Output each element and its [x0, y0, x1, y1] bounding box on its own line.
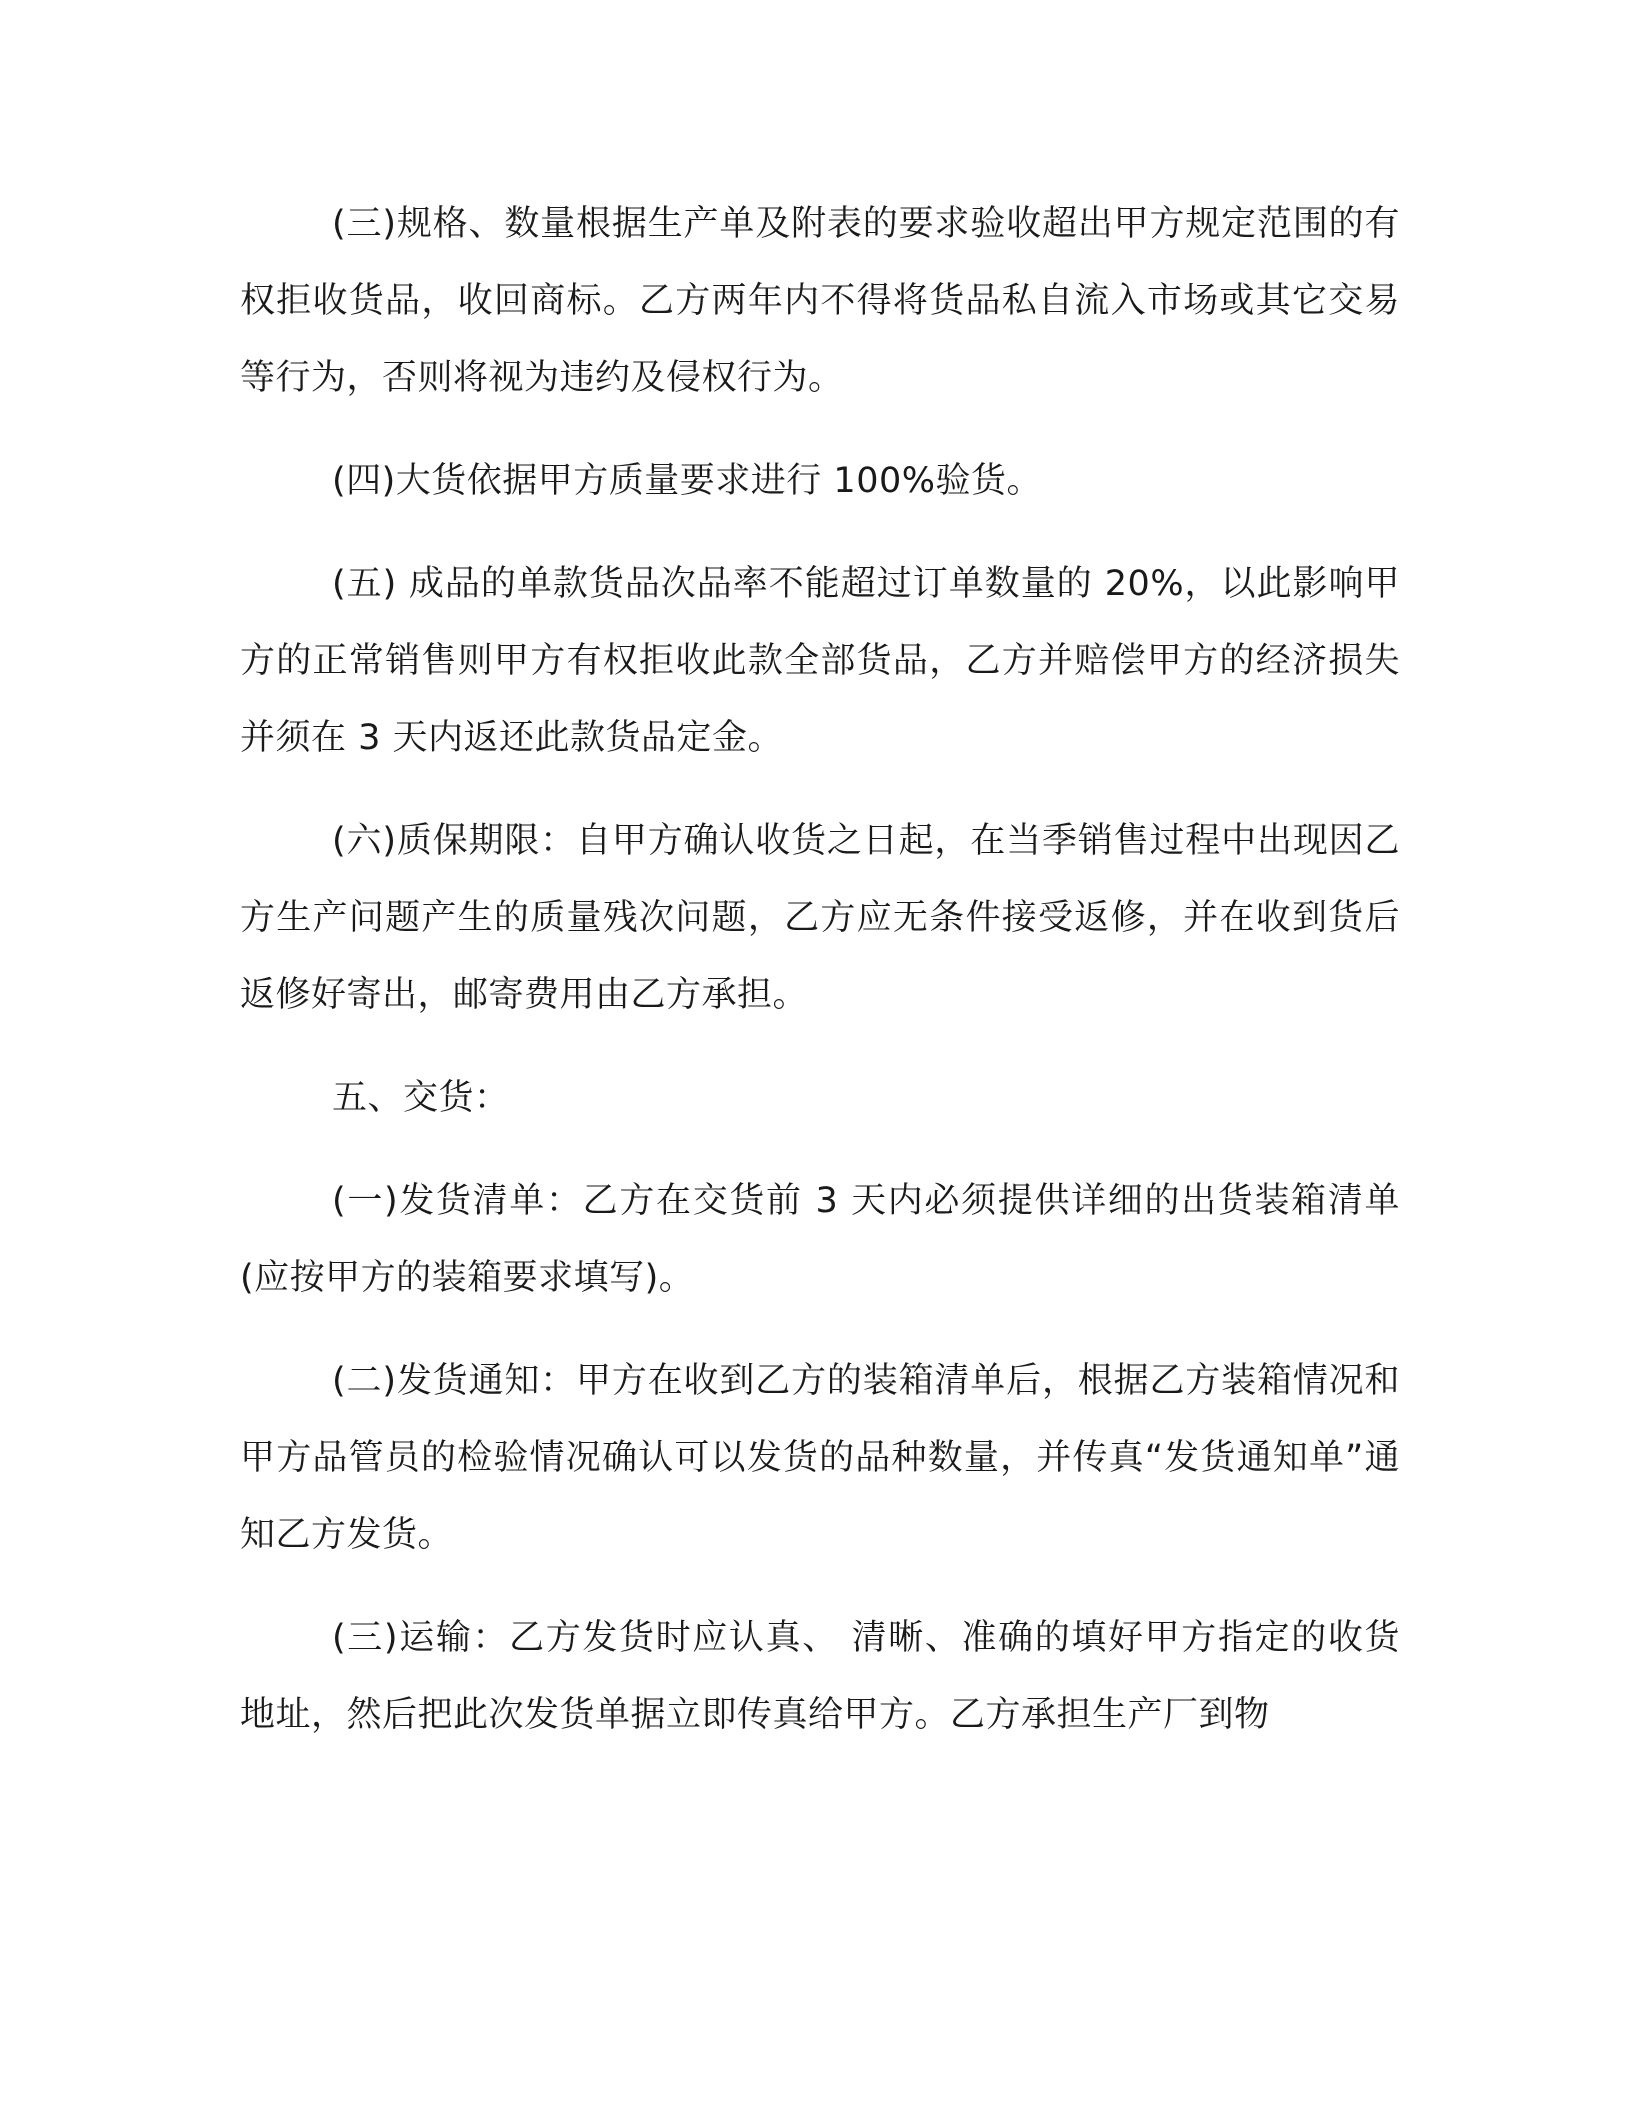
paragraph-bulk-inspection: (四)大货依据甲方质量要求进行 100%验货。 [332, 461, 1042, 501]
paragraph-inspection-spec: (三)规格、数量根据生产单及附表的要求验收超出甲方规定范围的有权拒收货品，收回商标。乙方两年内不得将货品私自流入市场或其它交易等行为，否则将视为违约及侵权行为。 [240, 204, 1400, 398]
section-heading-delivery: 五、交货： [332, 1078, 510, 1118]
paragraph-shipping-list: (一)发货清单：乙方在交货前 3 天内必须提供详细的出货装箱清单(应按甲方的装箱要求填写)。 [240, 1181, 1400, 1298]
document-body [240, 186, 1400, 1754]
paragraph-transport: (三)运输：乙方发货时应认真、 清晰、准确的填好甲方指定的收货地址，然后把此次发货单据立即传真给甲方。乙方承担生产厂到物 [240, 1618, 1400, 1735]
paragraph-warranty: (六)质保期限：自甲方确认收货之日起，在当季销售过程中出现因乙方生产问题产生的质量残次问题，乙方应无条件接受返修，并在收到货后返修好寄出，邮寄费用由乙方承担。 [240, 821, 1400, 1015]
paragraph-defect-rate: (五) 成品的单款货品次品率不能超过订单数量的 20%，以此影响甲方的正常销售则甲方有权拒收此款全部货品，乙方并赔偿甲方的经济损失并须在 3 天内返还此款货品定金。 [240, 564, 1400, 758]
paragraph-shipping-notice: (二)发货通知：甲方在收到乙方的装箱清单后，根据乙方装箱情况和甲方品管员的检验情况确认可以发货的品种数量，并传真“发货通知单”通知乙方发货。 [240, 1361, 1400, 1555]
